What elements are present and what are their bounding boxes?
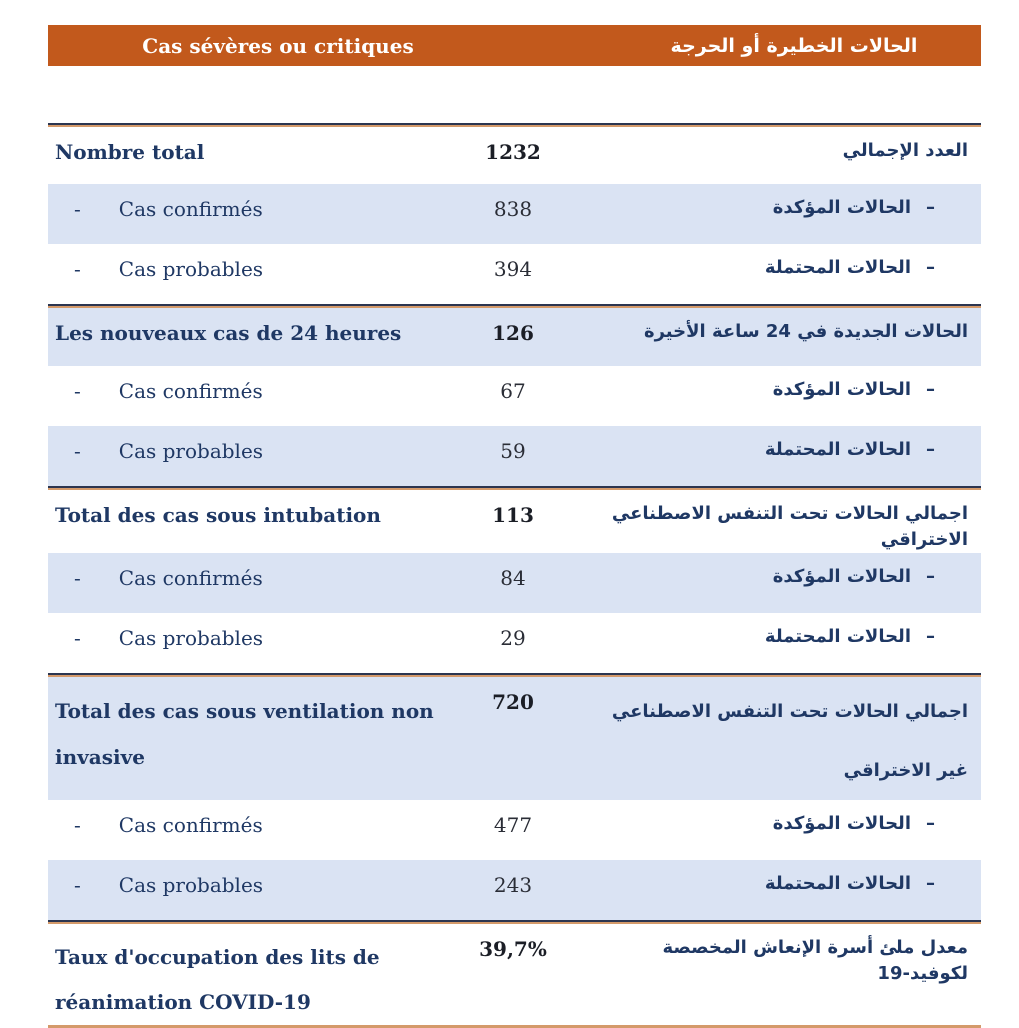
row-label-fr-text: Cas probables	[118, 257, 264, 281]
row-label-fr	[48, 366, 438, 426]
row-label-ar-text: الحالات المحتملة	[764, 439, 911, 460]
row-ventilation-cas-probables	[48, 860, 981, 920]
row-label-fr: Total des cas sous ventilation non invasive	[55, 699, 434, 770]
row-label-ar-text: الحالات المؤكدة	[772, 379, 911, 400]
dash-marker: –	[926, 873, 935, 895]
row-label-ar: معدل ملئ أسرة الإنعاش المخصصة لكوفيد-19	[662, 937, 968, 985]
dash-marker: -	[74, 257, 81, 281]
row-label-ar: العدد الإجمالي	[842, 140, 968, 161]
row-nouveaux-cas-24h	[48, 308, 981, 366]
row-value: 1232	[485, 140, 541, 164]
row-value: 29	[500, 626, 526, 651]
row-value: 39,7%	[479, 937, 547, 962]
dash-marker: –	[926, 626, 935, 648]
row-label-fr-text: Cas probables	[118, 873, 264, 898]
row-label-ar-text: الحالات المؤكدة	[772, 197, 911, 218]
dash-marker: –	[926, 257, 935, 278]
row-value: 243	[493, 873, 533, 898]
dash-marker: -	[74, 566, 81, 591]
row-label-fr	[48, 184, 438, 244]
row-label-ar	[588, 613, 981, 673]
row-label-ar	[588, 553, 981, 613]
row-value: 477	[493, 813, 533, 838]
dash-marker: –	[926, 379, 935, 400]
dash-marker: –	[926, 566, 935, 588]
dash-marker: -	[74, 379, 81, 403]
row-label-ar	[588, 800, 981, 860]
row-label-ar: الحالات الجديدة في 24 ساعة الأخيرة	[643, 321, 968, 342]
dash-marker: -	[74, 813, 81, 838]
row-value: 113	[492, 503, 534, 527]
row-intubation-cas-confirmes	[48, 553, 981, 613]
row-label-fr-text: Cas probables	[118, 626, 264, 651]
dash-marker: -	[74, 873, 81, 898]
row-label-ar	[588, 426, 981, 486]
row-value: 394	[493, 257, 533, 281]
row-label-fr: Taux d'occupation des lits de réanimation COVID-19	[55, 945, 380, 1015]
row-label-fr	[48, 800, 438, 860]
row-label-fr-text: Cas probables	[118, 439, 264, 463]
row-total-cas-probables	[48, 244, 981, 304]
row-total-intubation	[48, 490, 981, 553]
row-label-ar: اجمالي الحالات تحت التنفس الاصطناعي غير الاختراقي	[611, 701, 968, 781]
row-label-ar	[588, 366, 981, 426]
dash-marker: –	[926, 439, 935, 460]
dash-marker: –	[926, 813, 935, 835]
row-label-ar-text: الحالات المؤكدة	[772, 566, 911, 588]
dash-marker: -	[74, 197, 81, 221]
row-value: 67	[500, 379, 526, 403]
row-24h-cas-confirmes	[48, 366, 981, 426]
row-label-fr: Les nouveaux cas de 24 heures	[55, 321, 402, 345]
row-label-fr	[48, 553, 438, 613]
row-label-fr: Total des cas sous intubation	[55, 503, 381, 527]
row-total-cas-confirmes	[48, 184, 981, 244]
row-label-fr-text: Cas confirmés	[118, 379, 263, 403]
row-label-ar	[588, 860, 981, 920]
dash-marker: –	[926, 197, 935, 218]
row-label-fr: Nombre total	[55, 140, 205, 164]
row-label-ar-text: الحالات المحتملة	[764, 626, 911, 648]
row-label-fr	[48, 860, 438, 920]
row-intubation-cas-probables	[48, 613, 981, 673]
row-24h-cas-probables	[48, 426, 981, 486]
row-ventilation-cas-confirmes	[48, 800, 981, 860]
row-value: 59	[500, 439, 526, 463]
section-title-french: Cas sévères ou critiques	[142, 33, 414, 58]
row-label-ar	[588, 244, 981, 304]
dash-marker: -	[74, 626, 81, 651]
row-value: 838	[493, 197, 533, 221]
row-label-ar-text: الحالات المحتملة	[764, 257, 911, 278]
row-taux-occupation-lits	[48, 924, 981, 1025]
row-label-fr	[48, 244, 438, 304]
section-title-arabic: الحالات الخطيرة أو الحرجة	[670, 34, 918, 57]
row-value: 84	[500, 566, 526, 591]
row-ventilation-non-invasive	[48, 677, 981, 800]
row-label-fr	[48, 613, 438, 673]
dash-marker: -	[74, 439, 81, 463]
row-label-ar: اجمالي الحالات تحت التنفس الاصطناعي الاختراقي	[611, 503, 968, 551]
cases-table	[48, 123, 981, 1028]
row-label-fr-text: Cas confirmés	[118, 813, 263, 838]
row-label-fr-text: Cas confirmés	[118, 197, 263, 221]
row-label-ar	[588, 184, 981, 244]
row-nombre-total	[48, 127, 981, 184]
row-label-fr-text: Cas confirmés	[118, 566, 263, 591]
row-label-ar-text: الحالات المحتملة	[764, 873, 911, 895]
row-label-ar-text: الحالات المؤكدة	[772, 813, 911, 835]
section-title-band	[48, 25, 981, 66]
row-value: 720	[492, 690, 534, 715]
row-value: 126	[492, 321, 534, 345]
row-label-fr	[48, 426, 438, 486]
